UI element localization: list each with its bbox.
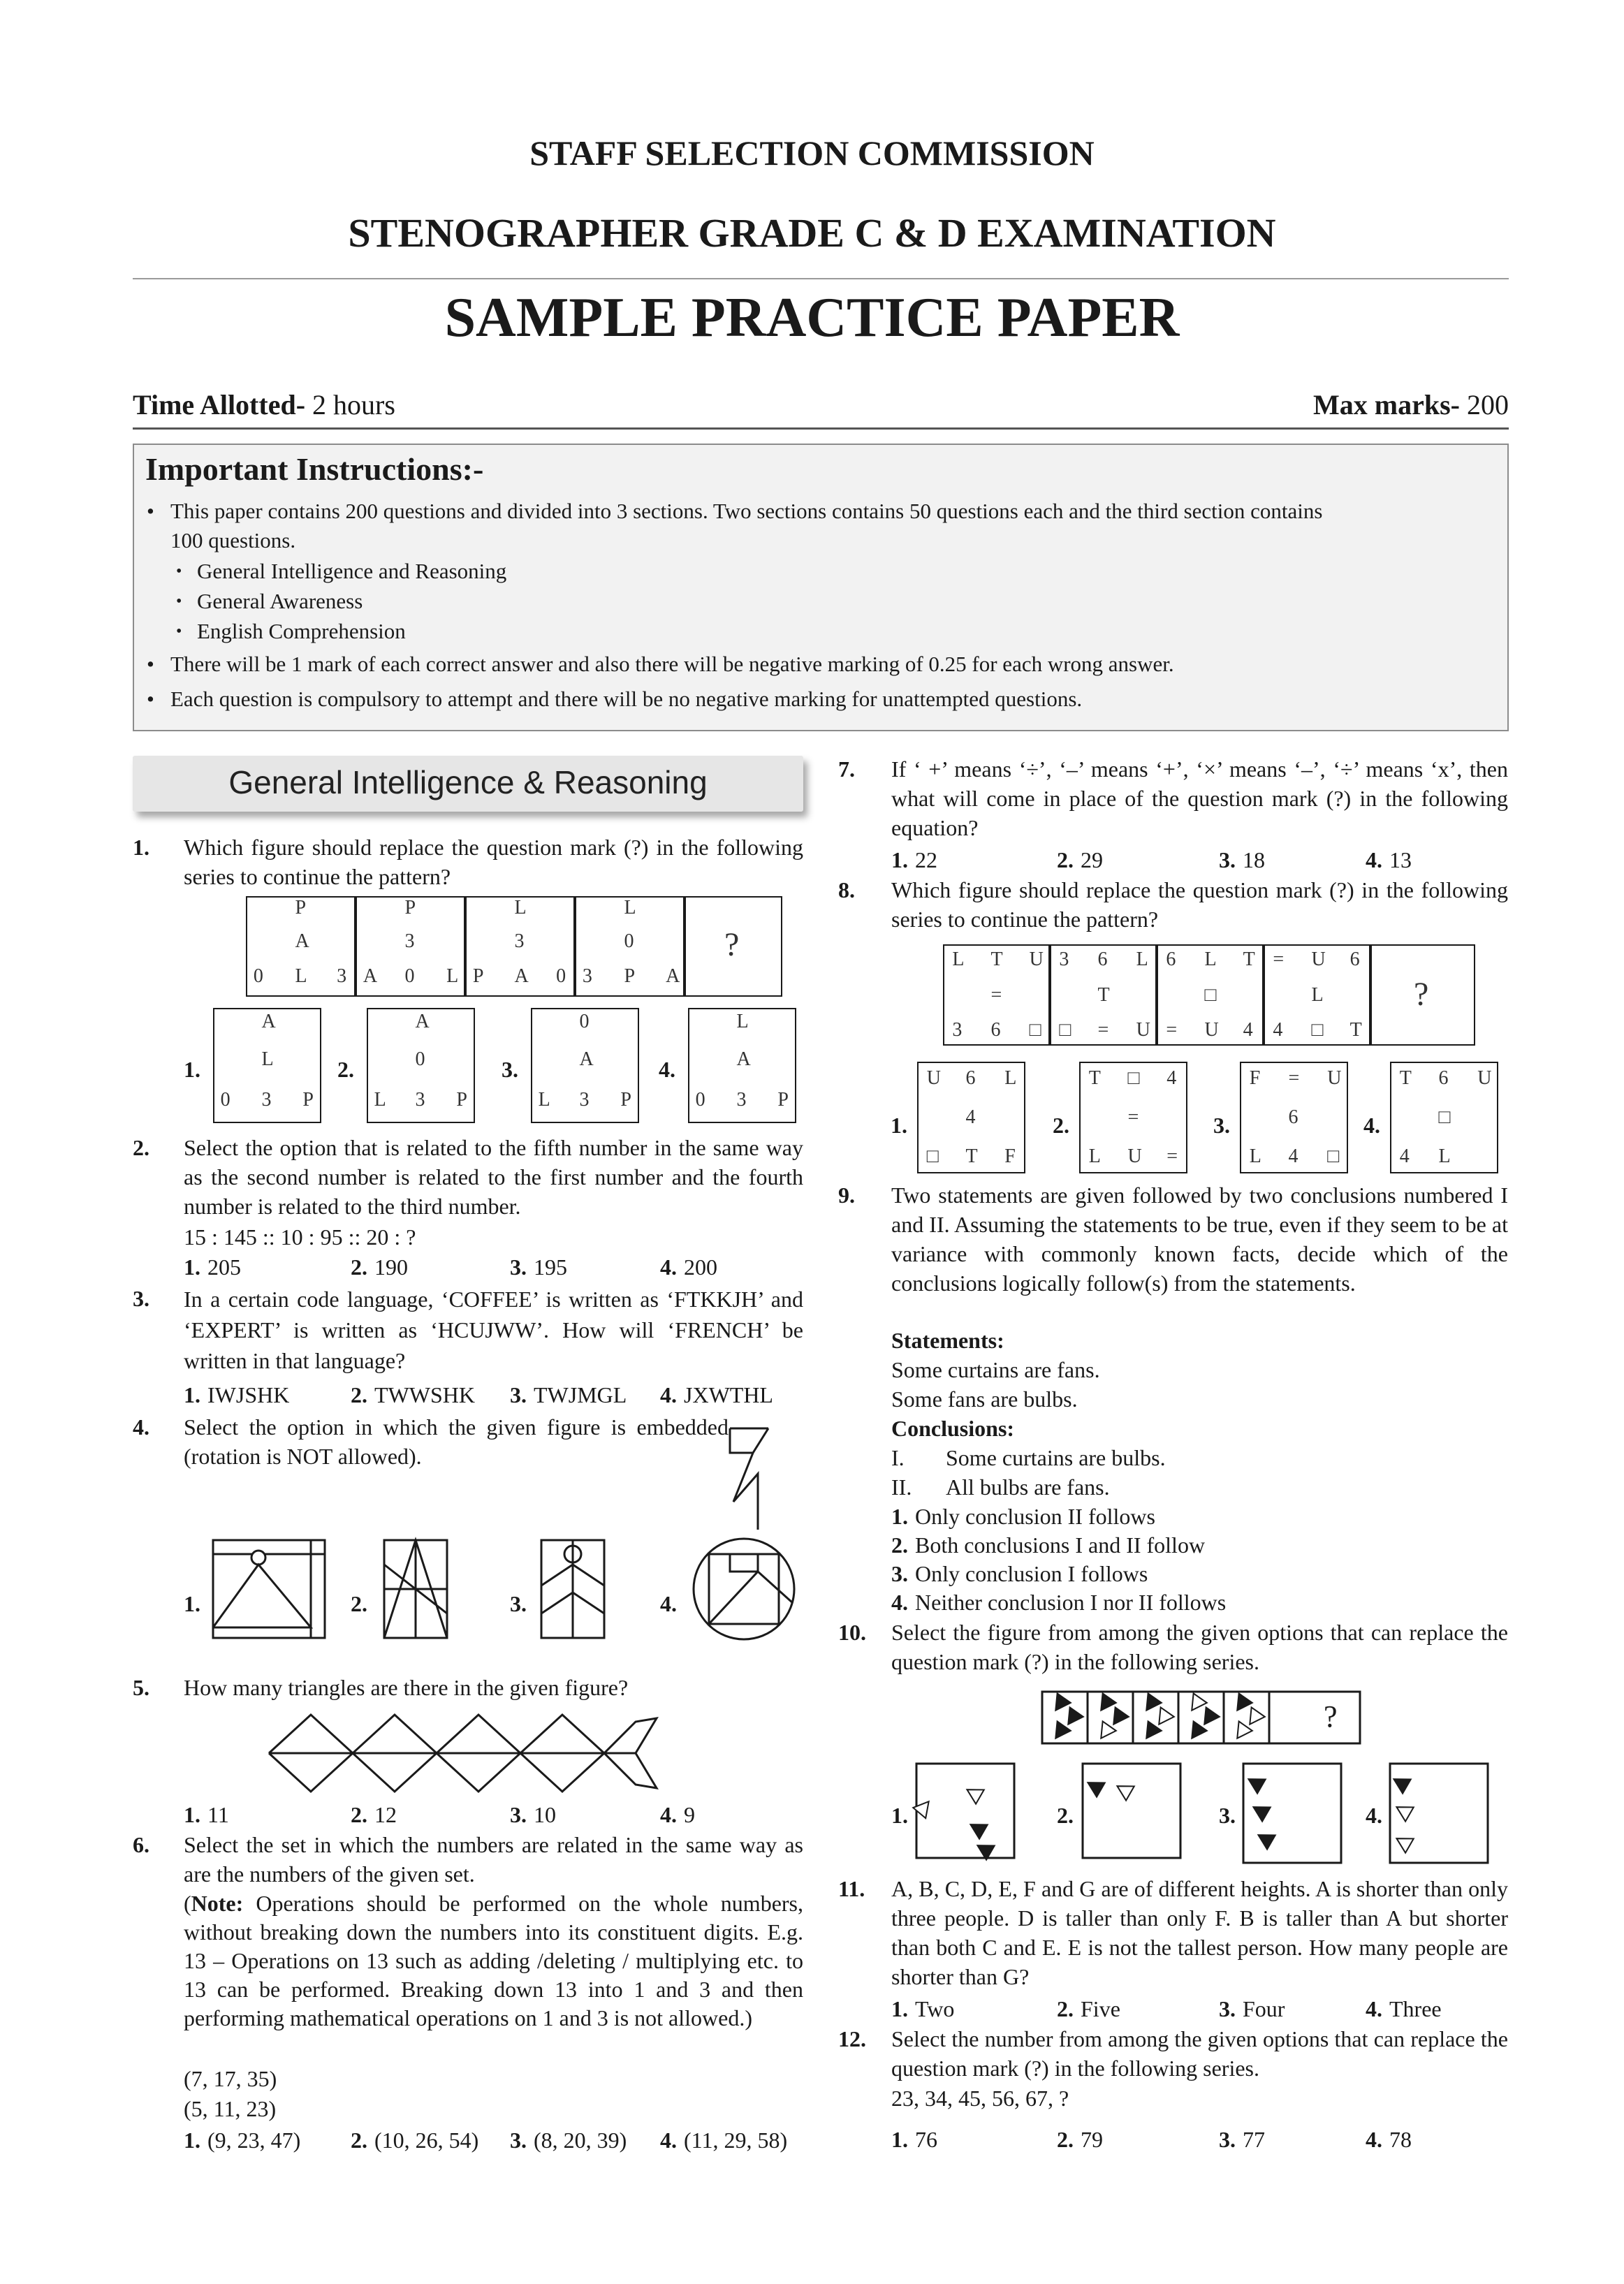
q1-option-box-letter: 0 (220, 1089, 231, 1111)
q12-option-1: 1. 76 (891, 2127, 937, 2152)
q4-option-figure-1 (210, 1537, 328, 1641)
q1-option-box-letter: 3 (736, 1089, 747, 1111)
q8-option-box-symbol: T (1088, 1067, 1101, 1089)
q11-text: A, B, C, D, E, F and G are of different heights. A is shorter than only three people. D is taller than only F. B is taller than A but shorter than both C and E. E is not the tallest person. How many people are shorter than G? (891, 1876, 1508, 1989)
q11-option-4: 4. Three (1366, 1996, 1442, 2021)
q1-option-box-letter: L (736, 1010, 749, 1032)
q8-series-cell-symbol: 6 (990, 1019, 1001, 1041)
q8-series-cell-symbol: = (1273, 948, 1285, 970)
q7-text: If ‘ +’ means ‘÷’, ‘–’ means ‘+’, ‘×’ means ‘–’, ‘÷’ means ‘x’, then what will come in place of the question mark (?) in the following equation? (891, 756, 1508, 840)
paper-title: SAMPLE PRACTICE PAPER (444, 287, 1180, 349)
q8-series-cell-symbol: □ (1059, 1019, 1071, 1041)
q2-expression: 15 : 145 :: 10 : 95 :: 20 : ? (184, 1224, 416, 1250)
q10-series-flag (1111, 1707, 1129, 1727)
q8-option-box-symbol: = (1288, 1067, 1300, 1089)
q10-option-flag (1246, 1776, 1265, 1794)
q2-option-4: 4. 200 (660, 1254, 717, 1280)
q6-option-4: 4. (11, 29, 58) (660, 2128, 788, 2153)
q1-option-box-letter: A (415, 1010, 430, 1032)
q8-option-box-symbol: 6 (1438, 1067, 1449, 1089)
q8-series-cell (1050, 944, 1157, 1046)
q1-question-mark: ? (724, 926, 740, 963)
q1-series-cell-letter: A (666, 965, 680, 988)
q8-option-label: 2. (1053, 1113, 1069, 1138)
q10-question-mark: ? (1324, 1699, 1338, 1734)
q2-option-2: 2. 190 (351, 1254, 408, 1280)
q8-option-box-symbol: 6 (965, 1067, 976, 1089)
q12-option-2: 2. 79 (1057, 2127, 1103, 2152)
q2-text: Select the option that is related to the fifth number in the same way as the second number is related to the first number and the fourth number is related to the third number. (184, 1135, 803, 1219)
q6-set-1: (7, 17, 35) (184, 2066, 277, 2091)
q10-series-flag (1156, 1707, 1175, 1727)
time-divider (133, 427, 1509, 430)
section-item-1: • General Intelligence and Reasoning (176, 559, 507, 583)
q10-option-flag (1256, 1832, 1275, 1850)
q3-number: 3. (133, 1286, 149, 1311)
q10-option-flag (1251, 1804, 1270, 1822)
q8-option-box (1390, 1062, 1498, 1173)
q10-options-figure (908, 1760, 1509, 1872)
q1-series-cell-letter: L (624, 897, 636, 919)
q1-text: Which figure should replace the question mark (?) in the following series to continue the pattern? (184, 835, 803, 889)
q8-series-cell-symbol: 6 (1097, 948, 1108, 970)
q1-series-cell-letter: L (446, 965, 459, 988)
q9-conclusion-2-num: II. (891, 1474, 912, 1500)
q8-series-cell-symbol: T (1097, 983, 1110, 1006)
q1-series-cell-letter: A (363, 965, 378, 988)
q9-statements-label: Statements: (891, 1328, 1004, 1353)
q4-option-figure-4 (688, 1533, 800, 1645)
q1-series-cell-letter: 3 (337, 965, 347, 988)
q8-series-cell-symbol: T (1243, 948, 1255, 970)
q1-option-label: 2. (337, 1057, 354, 1082)
q5-text: How many triangles are there in the given figure? (184, 1675, 629, 1700)
q8-series-cell-symbol: L (1204, 948, 1217, 970)
q8-series-cell-symbol: 6 (1349, 948, 1360, 970)
q3-option-3: 3. TWJMGL (510, 1382, 627, 1407)
q1-series-cell-letter: 0 (404, 965, 415, 988)
q1-number: 1. (133, 835, 149, 860)
q8-series-cell-symbol: L (952, 948, 965, 970)
q1-series-cell-letter: A (514, 965, 529, 988)
q10-series-figure (1041, 1690, 1362, 1746)
q4-given-figure (726, 1425, 775, 1537)
q8-series-cell-symbol: T (1349, 1019, 1362, 1041)
q1-option-box-letter: A (261, 1010, 276, 1032)
q6-option-1: 1. (9, 23, 47) (184, 2128, 301, 2153)
q10-series-flag (1065, 1707, 1084, 1727)
q10-option-flag (912, 1797, 932, 1818)
instructions-box (133, 444, 1509, 731)
exam-name: STENOGRAPHER GRADE C & D EXAMINATION (348, 210, 1276, 256)
q1-option-label: 4. (659, 1057, 675, 1082)
q10-series-flag (1201, 1707, 1220, 1727)
q1-option-box-letter: L (538, 1089, 550, 1111)
q8-option-box-symbol: = (1166, 1145, 1178, 1167)
instruction-text-1a: This paper contains 200 questions and divided into 3 sections. Two sections contains 50 questions each and the third section contains (170, 499, 1323, 523)
q10-option-box (1083, 1764, 1180, 1858)
q1-series-cell (465, 896, 575, 997)
q10-number: 10. (838, 1620, 866, 1645)
q8-option-box-symbol: 6 (1288, 1106, 1299, 1128)
q8-series-cell-symbol: U (1029, 948, 1044, 970)
q11-option-2: 2. Five (1057, 1996, 1120, 2021)
q8-option-box-symbol: L (1438, 1145, 1451, 1167)
q1-series-cell-letter: P (295, 897, 307, 919)
q1-series-cell-letter: 0 (556, 965, 566, 988)
q1-series-cell-letter: L (514, 897, 527, 919)
q3-option-2: 2. TWWSHK (351, 1382, 475, 1407)
q7-number: 7. (838, 756, 855, 782)
q8-option-box-symbol: 4 (1166, 1067, 1177, 1089)
q8-option-box-symbol: L (1004, 1067, 1017, 1089)
q8-series-cell-symbol: 4 (1243, 1019, 1253, 1041)
instruction-bullet-2: • There will be 1 mark of each correct answer and also there will be negative marking of 0.25 for each wrong answer. (147, 652, 1174, 676)
instruction-bullet-1: • This paper contains 200 questions and divided into 3 sections. Two sections contains 50 questions each and the third section contains (147, 499, 1323, 523)
q8-series-cell-symbol: 3 (952, 1019, 963, 1041)
q8-series-cell-symbol: U (1204, 1019, 1219, 1041)
q11-option-1: 1. Two (891, 1996, 955, 2021)
q10-option-box (916, 1764, 1014, 1858)
q2-number: 2. (133, 1135, 149, 1160)
max-marks (1313, 388, 1509, 421)
q12-text: Select the number from among the given options that can replace the question mark (?) in the following series. (891, 2026, 1508, 2081)
q9-statement-1: Some curtains are fans. (891, 1357, 1100, 1382)
q8-option-box-symbol: □ (1327, 1145, 1340, 1167)
q1-series-cell-letter: 3 (582, 965, 592, 988)
section-banner: General Intelligence & Reasoning (133, 756, 803, 812)
q1-series-cell-letter: P (472, 965, 484, 988)
q10-text: Select the figure from among the given options that can replace the question mark (?) in the following series. (891, 1620, 1508, 1674)
time-label: Time Allotted- (133, 389, 306, 420)
q9-conclusion-2: All bulbs are fans. (946, 1474, 1110, 1500)
q5-option-3: 3. 10 (510, 1802, 556, 1827)
q1-option-box-letter: A (579, 1048, 594, 1071)
q12-number: 12. (838, 2026, 866, 2051)
q8-series-cell (1157, 944, 1264, 1046)
q5-number: 5. (133, 1675, 149, 1700)
q1-option-box-letter: 0 (695, 1089, 705, 1111)
q9-conclusion-1-num: I. (891, 1445, 905, 1470)
q9-option-2: 2. Both conclusions I and II follow (891, 1532, 1206, 1558)
instructions-title: Important Instructions:- (145, 451, 484, 487)
q8-option-box-symbol: T (1399, 1067, 1412, 1089)
q7-option-1: 1. 22 (891, 847, 937, 872)
q8-series-cell-symbol: L (1311, 983, 1324, 1006)
q6-number: 6. (133, 1832, 149, 1857)
q9-conclusion-1: Some curtains are bulbs. (946, 1445, 1166, 1470)
q1-option-box-letter: P (302, 1089, 314, 1111)
q8-option-box-symbol: L (1249, 1145, 1261, 1167)
q9-number: 9. (838, 1183, 855, 1208)
q8-series-cell-symbol: □ (1311, 1019, 1324, 1041)
q8-text: Which figure should replace the question mark (?) in the following series to continue the pattern? (891, 877, 1508, 932)
q9-option-3: 3. Only conclusion I follows (891, 1561, 1148, 1586)
q10-label-4: 4. (1366, 1803, 1382, 1828)
q1-option-box (213, 1008, 321, 1123)
q8-series-cell-symbol: U (1311, 948, 1326, 970)
q8-series-cell-symbol: U (1136, 1019, 1150, 1041)
q5-option-4: 4. 9 (660, 1802, 695, 1827)
q6-set-2: (5, 11, 23) (184, 2096, 277, 2121)
q5-figure (265, 1711, 719, 1795)
q6-text: Select the set in which the numbers are related in the same way as are the numbers of the given set. (184, 1832, 803, 1887)
q9-conclusions-label: Conclusions: (891, 1416, 1015, 1441)
q6-note: (Note: Operations should be performed on the whole numbers, without breaking down the numbers into its constituent digits. E.g. 13 – Operations on 13 such as adding /deleting / multiplying etc. to 13 can be performed. Breaking down 13 into 1 and 3 and then performing mathematical operations on 1 and 3 is not allowed.) (184, 1891, 803, 2030)
q1-series-cell-letter: P (404, 897, 416, 919)
q1-series-cell-letter: L (295, 965, 307, 988)
section-item-3: • English Comprehension (176, 619, 406, 643)
q1-option-box-letter: 3 (579, 1089, 590, 1111)
q1-option-label: 3. (502, 1057, 518, 1082)
q8-series-cell-symbol: = (990, 983, 1002, 1006)
q6-option-2: 2. (10, 26, 54) (351, 2128, 479, 2153)
q4-label-2: 2. (351, 1591, 367, 1616)
q8-option-label: 4. (1363, 1113, 1380, 1138)
q4-label-3: 3. (510, 1591, 527, 1616)
q1-option-box-letter: A (736, 1048, 751, 1071)
q10-label-1: 1. (891, 1803, 908, 1828)
q8-option-label: 1. (891, 1113, 907, 1138)
instruction-text-1b: 100 questions. (170, 528, 296, 552)
q5-option-2: 2. 12 (351, 1802, 397, 1827)
q8-series-cell-symbol: 3 (1059, 948, 1069, 970)
q2-option-1: 1. 205 (184, 1254, 241, 1280)
q8-series-cell-symbol: □ (1029, 1019, 1041, 1041)
q1-series-cell-letter: 3 (514, 930, 525, 952)
q10-option-flag (968, 1822, 987, 1840)
q8-series-cell-symbol: □ (1204, 983, 1217, 1006)
time-value: 2 hours (312, 389, 395, 420)
marks-value: 200 (1467, 389, 1509, 420)
q8-series-cell-symbol: = (1097, 1019, 1109, 1041)
q8-option-box-symbol: □ (1438, 1106, 1451, 1128)
q3-option-4: 4. JXWTHL (660, 1382, 773, 1407)
q8-option-box-symbol: F (1249, 1067, 1261, 1089)
q8-series-cell-symbol: 4 (1273, 1019, 1283, 1041)
q8-option-box-symbol: U (926, 1067, 941, 1089)
q11-number: 11. (838, 1876, 865, 1901)
q8-option-box-symbol: 4 (965, 1106, 976, 1128)
q1-option-box-letter: L (374, 1089, 386, 1111)
q10-option-flag (1085, 1780, 1104, 1798)
q1-series-cell-letter: 0 (253, 965, 263, 988)
q8-option-box (1240, 1062, 1348, 1173)
q1-series-cell (356, 896, 465, 997)
q8-option-box-symbol: 4 (1399, 1145, 1410, 1167)
q8-option-box-symbol: = (1127, 1106, 1139, 1128)
q1-option-box-letter: 0 (579, 1010, 590, 1032)
q8-option-box-symbol: U (1327, 1067, 1342, 1089)
q8-option-box-symbol: □ (1127, 1067, 1140, 1089)
q4-number: 4. (133, 1414, 149, 1440)
time-allotted (133, 388, 395, 421)
q4-option-figure-2 (381, 1537, 451, 1641)
q4-text: Select the option in which the given figure is embedded (rotation is NOT allowed). (184, 1414, 729, 1469)
q7-option-4: 4. 13 (1366, 847, 1412, 872)
q8-option-box-symbol: U (1127, 1145, 1142, 1167)
q9-option-4: 4. Neither conclusion I nor II follows (891, 1590, 1227, 1615)
q8-option-box (1079, 1062, 1187, 1173)
q5-option-1: 1. 11 (184, 1802, 229, 1827)
q3-option-1: 1. IWJSHK (184, 1382, 290, 1407)
q8-option-box-symbol: U (1477, 1067, 1492, 1089)
q1-option-box (688, 1008, 796, 1123)
org-name: STAFF SELECTION COMMISSION (529, 133, 1095, 173)
q12-option-4: 4. 78 (1366, 2127, 1412, 2152)
q9-text: Two statements are given followed by two conclusions numbered I and II. Assuming the statements to be true, even if they seem to be at variance with commonly known facts, decide which of the conclusions logically follow(s) from the statements. (891, 1183, 1508, 1296)
q10-option-flag (1394, 1804, 1413, 1822)
q10-option-flag (965, 1787, 983, 1805)
q4-label-4: 4. (660, 1591, 677, 1616)
q1-series-cell-letter: P (624, 965, 636, 988)
q12-series: 23, 34, 45, 56, 67, ? (891, 2086, 1069, 2111)
q1-option-box-letter: P (620, 1089, 631, 1111)
q1-series-cell-letter: 3 (404, 930, 415, 952)
q9-option-1: 1. Only conclusion II follows (891, 1504, 1155, 1529)
q9-statement-2: Some fans are bulbs. (891, 1386, 1078, 1412)
q1-option-box-letter: 3 (261, 1089, 272, 1111)
q8-series-cell (943, 944, 1050, 1046)
q1-option-box-letter: P (777, 1089, 789, 1111)
q1-series-cell (246, 896, 356, 997)
q10-option-flag (1115, 1783, 1134, 1801)
q1-series-cell (575, 896, 685, 997)
q1-option-box-letter: P (456, 1089, 467, 1111)
q8-option-box (917, 1062, 1025, 1173)
q4-label-1: 1. (184, 1591, 200, 1616)
q3-text: In a certain code language, ‘COFFEE’ is written as ‘FTKKJH’ and ‘EXPERT’ is written as ‘HCUJWW’. How will ‘FRENCH’ be written in that language? (184, 1287, 803, 1373)
q12-option-3: 3. 77 (1219, 2127, 1265, 2152)
instruction-bullet-3: • Each question is compulsory to attempt and there will be no negative marking for unattempted questions. (147, 687, 1083, 711)
q4-option-figure-3 (538, 1537, 608, 1641)
header-divider (133, 278, 1509, 279)
q2-option-3: 3. 195 (510, 1254, 567, 1280)
q8-series-cell-symbol: 6 (1166, 948, 1176, 970)
q1-option-label: 1. (184, 1057, 200, 1082)
q8-series-cell (1264, 944, 1370, 1046)
q1-option-box-letter: 3 (415, 1089, 425, 1111)
q1-question-cell (685, 896, 782, 997)
q10-label-3: 3. (1219, 1803, 1236, 1828)
q10-option-flag (1394, 1836, 1413, 1854)
q10-label-2: 2. (1057, 1803, 1074, 1828)
section-item-2: • General Awareness (176, 589, 363, 613)
q7-option-3: 3. 18 (1219, 847, 1265, 872)
q1-series-cell-letter: 0 (624, 930, 634, 952)
q8-series-cell-symbol: L (1136, 948, 1148, 970)
q8-option-box-symbol: L (1088, 1145, 1101, 1167)
q1-option-box (531, 1008, 639, 1123)
q8-question-cell (1370, 944, 1475, 1046)
q1-option-box-letter: L (261, 1048, 274, 1071)
q1-series-cell-letter: A (295, 930, 309, 952)
q10-series-flag (1247, 1707, 1266, 1727)
q8-series-cell-symbol: = (1166, 1019, 1178, 1041)
q8-option-box-symbol: T (965, 1145, 978, 1167)
q8-number: 8. (838, 877, 855, 902)
q11-option-3: 3. Four (1219, 1996, 1285, 2021)
q8-option-box-symbol: F (1004, 1145, 1016, 1167)
q1-option-box-letter: 0 (415, 1048, 425, 1071)
q8-option-box-symbol: □ (926, 1145, 939, 1167)
q6-option-3: 3. (8, 20, 39) (510, 2128, 627, 2153)
q7-option-2: 2. 29 (1057, 847, 1103, 872)
q1-option-box (367, 1008, 475, 1123)
q10-option-flag (1391, 1776, 1410, 1794)
q8-question-mark: ? (1414, 976, 1429, 1013)
q8-option-label: 3. (1213, 1113, 1230, 1138)
q8-option-box-symbol: 4 (1288, 1145, 1299, 1167)
marks-label: Max marks- (1313, 389, 1460, 420)
q8-series-cell-symbol: T (990, 948, 1003, 970)
